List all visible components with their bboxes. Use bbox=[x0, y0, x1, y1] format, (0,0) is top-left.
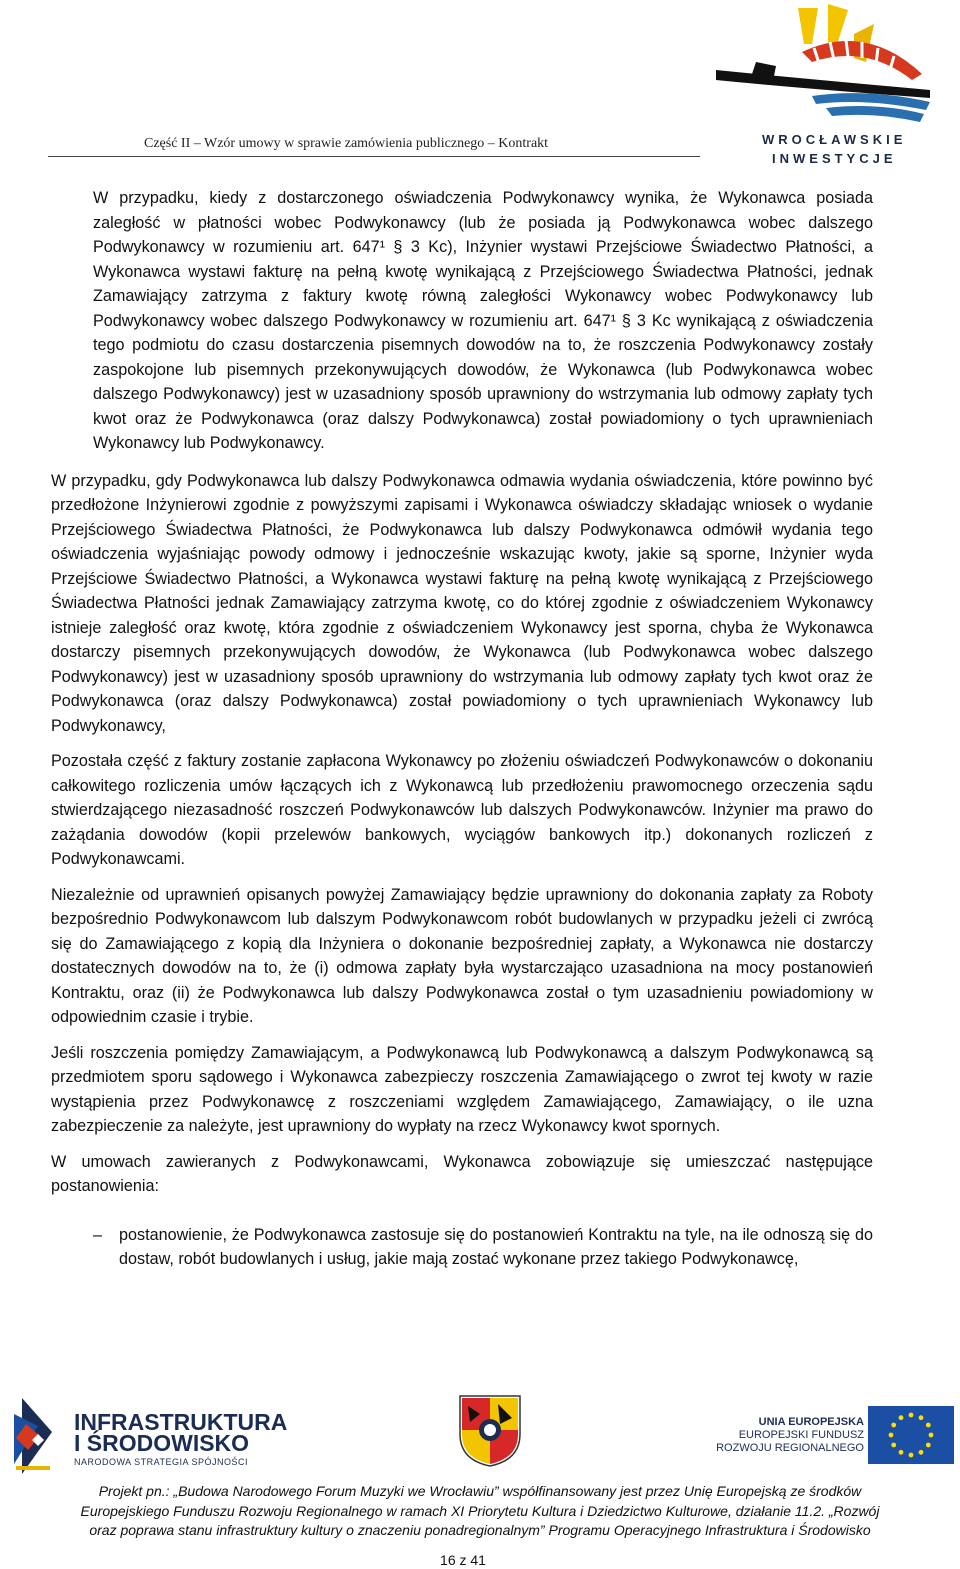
eu-name: UNIA EUROPEJSKA bbox=[758, 1416, 864, 1428]
paragraph-5: Jeśli roszczenia pomiędzy Zamawiającym, a Podwykonawcą lub Podwykonawcą a dalszym Podwykonawcą są przedmiotem sporu sądowego i Wykonawca zabezpieczy roszczenia Zamawiającego o zwrot tej kwoty w razie wystąpienia przez Podwykonawcę z roszczeniami względem Zamawiającego, Zamawiający, o ile uzna zabezpieczenie za należyte, jest uprawniony do wypłaty na rzecz Wykonawcy kwot spornych. bbox=[51, 1043, 873, 1135]
brand-name-line1: WROCŁAWSKIE bbox=[762, 132, 907, 147]
paragraph-3: Pozostała część z faktury zostanie zapłacona Wykonawcy po złożeniu oświadczeń Podwykonawców o dokonaniu całkowitego rozliczenia umów łączących ich z Wykonawcą lub przedłożeniu prawomocnego orzeczenia sądu stwierdzającego niezasadność roszczeń Podwykonawców lub dalszych Podwykonawców. Inżynier ma prawo do zażądania dowodów (kopii przelewów bankowych, wyciągów bankowych itp.) dokonanych rozliczeń z Podwykonawcami. bbox=[51, 752, 873, 868]
infrastruktura-line1: INFRASTRUKTURA bbox=[74, 1409, 288, 1435]
funding-note-line3: oraz poprawa stanu infrastruktury kultury o znaczeniu ponadregionalnym” Programu Operacyjnego Infrastruktura i Środowisko bbox=[89, 1522, 871, 1538]
paragraph-4: Niezależnie od uprawnień opisanych powyżej Zamawiający będzie uprawniony do dokonania zapłaty za Roboty bezpośrednio Podwykonawcom lub dalszym Podwykonawcom robót budowlanych w przypadku jeżeli ci zwrócą się do Zamawiającego z kopią dla Inżyniera o dokonanie bezpośredniej zapłaty, a Wykonawca nie dostarczy dostatecznych dowodów na to, że (i) odmowa zapłaty była wystarczająco uzasadniona na mocy postanowień Kontraktu, oraz (ii) że Podwykonawca lub dalszy Podwykonawca został o tym uzasadnieniu powiadomiony w odpowiednim czasie i trybie. bbox=[51, 885, 873, 1026]
paragraph-2: W przypadku, gdy Podwykonawca lub dalszy Podwykonawca odmawia wydania oświadczenia, które powinno być przedłożone Inżynierowi zgodnie z powyższymi zapisami i Wykonawca oświadczy składając wniosek o wydanie Przejściowego Świadectwa Płatności, że Podwykonawca lub dalszy Podwykonawca odmówił wydania tego oświadczenia wyjaśniając powody odmowy i jednocześnie wskazując kwoty, jakie są sporne, Inżynier wyda Przejściowe Świadectwo Płatności, a Wykonawca wystawi fakturę na pełną kwotę wynikającą z Przejściowego Świadectwa Płatności jednak Zamawiający zatrzyma kwotę, co do której zgodnie z oświadczeniem Wykonawcy istnieje zaległość oraz kwotę, która zgodnie z oświadczeniem Wykonawcy jest sporna, chyba że Wykonawca dostarczy pisemnych przekonywujących dowodów, że Wykonawca (lub Podwykonawca wobec dalszego Podwykonawcy) jest w uzasadniony sposób uprawniony do wstrzymania lub odmowy zapłaty tych kwot oraz że Podwykonawca (oraz dalszy Podwykonawca) został powiadomiony o tych uprawnieniach Wykonawcy lub Podwykonawcy, bbox=[51, 471, 873, 735]
header-title: Część II – Wzór umowy w sprawie zamówienia publicznego – Kontrakt bbox=[144, 136, 549, 151]
list-item bbox=[93, 1223, 873, 1272]
wroclawskie-inwestycje-logo bbox=[716, 4, 940, 170]
paragraph-6: W umowach zawieranych z Podwykonawcami, Wykonawca zobowiązuje się umieszczać następujące postanowienia: bbox=[51, 1152, 873, 1195]
eu-fund-label bbox=[716, 1416, 864, 1455]
eu-fund-line1: EUROPEJSKI FUNDUSZ bbox=[738, 1429, 864, 1441]
paragraph-1: W przypadku, kiedy z dostarczonego oświadczenia Podwykonawcy wynika, że Wykonawca posiada zaległość w płatności wobec Podwykonawcy (lub że posiada ją Podwykonawca wobec dalszego Podwykonawcy w rozumieniu art. 647¹ § 3 Kc), Inżynier wystawi Przejściowe Świadectwo Płatności, a Wykonawca wystawi fakturę na pełną kwotę wynikającą z Przejściowego Świadectwa Płatności, jednak Zamawiający zatrzyma z faktury kwotę równą zaległości Wykonawcy wobec Podwykonawcy lub Podwykonawcy wobec dalszego Podwykonawcy w rozumieniu art. 647¹ § 3 Kc wynikającą z oświadczenia tego podmiotu do czasu dostarczenia pisemnych dowodów na to, że roszczenia Podwykonawcy zostały zaspokojone lub pisemnych przekonywujących dowodów, że Wykonawca (lub Podwykonawca wobec dalszego Podwykonawcy) jest w uzasadniony sposób uprawniony do wstrzymania lub odmowy zapłaty tych kwot oraz że Podwykonawca (oraz dalszy Podwykonawca) został powiadomiony o tych uprawnieniach Wykonawcy lub Podwykonawcy. bbox=[93, 189, 873, 452]
footer-logos bbox=[0, 1388, 960, 1478]
bridge-logo-icon bbox=[716, 4, 940, 129]
wroclaw-coat-of-arms-icon bbox=[458, 1394, 522, 1468]
project-funding-note bbox=[40, 1482, 920, 1541]
funding-note-line1: Projekt pn.: „Budowa Narodowego Forum Muzyki we Wrocławiu” współfinansowany jest przez Unię Europejską ze środków bbox=[98, 1483, 862, 1499]
dash-bullet: – bbox=[93, 1225, 103, 1244]
infrastruktura-wordmark bbox=[74, 1409, 288, 1456]
header-divider bbox=[48, 156, 700, 157]
eu-fund-line2: ROZWOJU REGIONALNEGO bbox=[716, 1442, 864, 1454]
funding-note-line2: Europejskiego Funduszu Rozwoju Regionalnego w ramach XI Priorytetu Kultura i Dziedzictwo Kulturowe, działanie 11.2. „Rozwój bbox=[80, 1502, 880, 1519]
list-item-text: postanowienie, że Podwykonawca zastosuje się do postanowień Kontraktu na tyle, na ile odnoszą się do dostaw, robót budowlanych i usług, jakie mają zostać wykonane przez takiego Podwykonawcę, bbox=[119, 1225, 873, 1268]
infrastruktura-subtitle: NARODOWA STRATEGIA SPÓJNOŚCI bbox=[74, 1457, 249, 1467]
infrastruktura-line2: I ŚRODOWISKO bbox=[74, 1430, 250, 1456]
infrastruktura-star-icon bbox=[8, 1394, 72, 1478]
page-number: 16 z 41 bbox=[440, 1552, 486, 1568]
document-body bbox=[51, 186, 873, 1272]
brand-name-line2: INWESTYCJE bbox=[772, 151, 897, 166]
eu-flag-icon bbox=[868, 1406, 954, 1464]
